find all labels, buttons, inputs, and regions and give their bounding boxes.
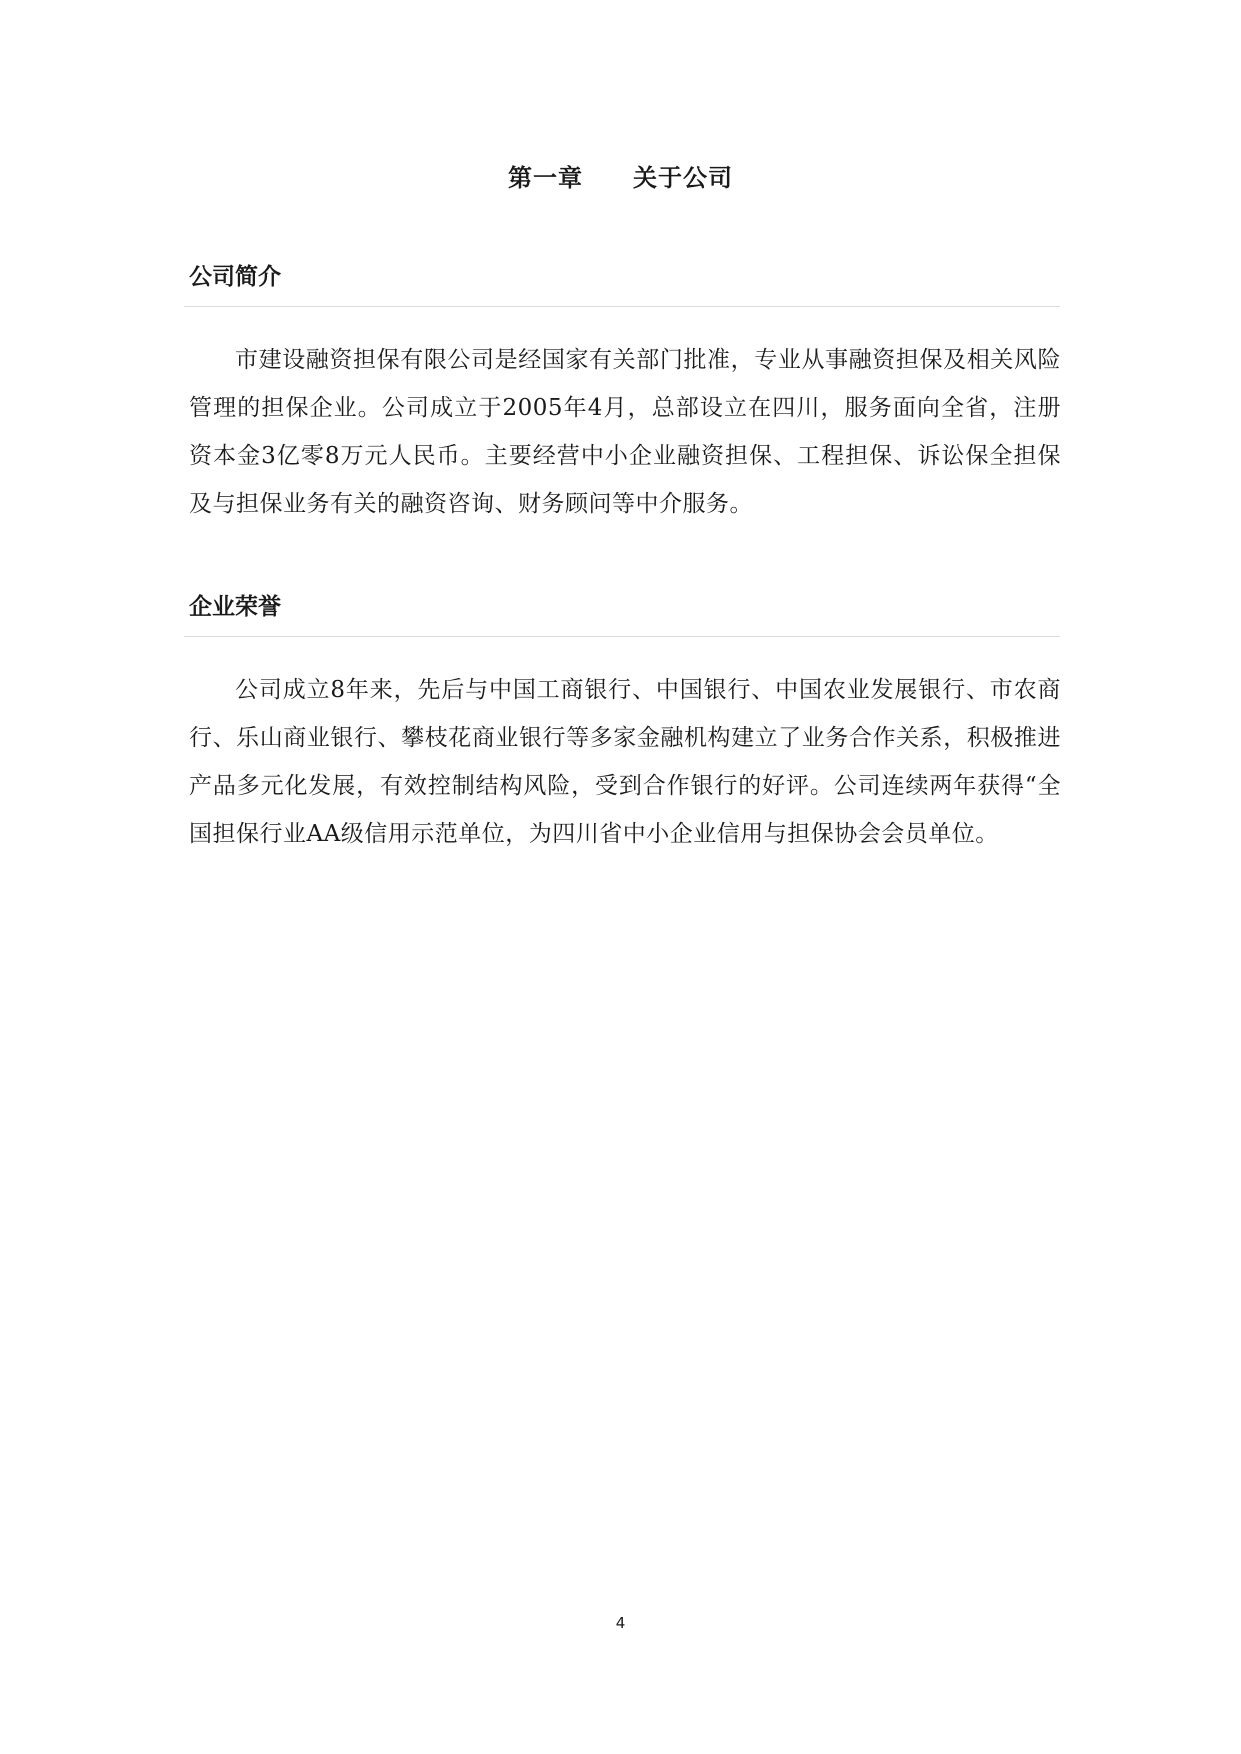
honors-paragraph: 公司成立8年来，先后与中国工商银行、中国银行、中国农业发展银行、市农商行、乐山商业银行、攀枝花商业银行等多家金融机构建立了业务合作关系，积极推进产品多元化发展，有效控制结构风险，受到合作银行的好评。公司连续两年获得“全国担保行业AA级信用示范单位，为四川省中小企业信用与担保协会会员单位。 <box>189 677 1061 847</box>
section-heading-honors: 企业荣誉 <box>189 594 281 620</box>
page-number: 4 <box>615 1614 626 1632</box>
section-heading-company-profile: 公司简介 <box>189 264 281 290</box>
section-divider <box>184 636 1060 637</box>
section-divider <box>184 306 1060 307</box>
company-profile-paragraph: 市建设融资担保有限公司是经国家有关部门批准，专业从事融资担保及相关风险管理的担保企业。公司成立于2005年4月，总部设立在四川，服务面向全省，注册资本金3亿零8万元人民币。主要经营中小企业融资担保、工程担保、诉讼保全担保及与担保业务有关的融资咨询、财务顾问等中介服务。 <box>189 347 1061 517</box>
chapter-title: 第一章 关于公司 <box>508 164 733 192</box>
